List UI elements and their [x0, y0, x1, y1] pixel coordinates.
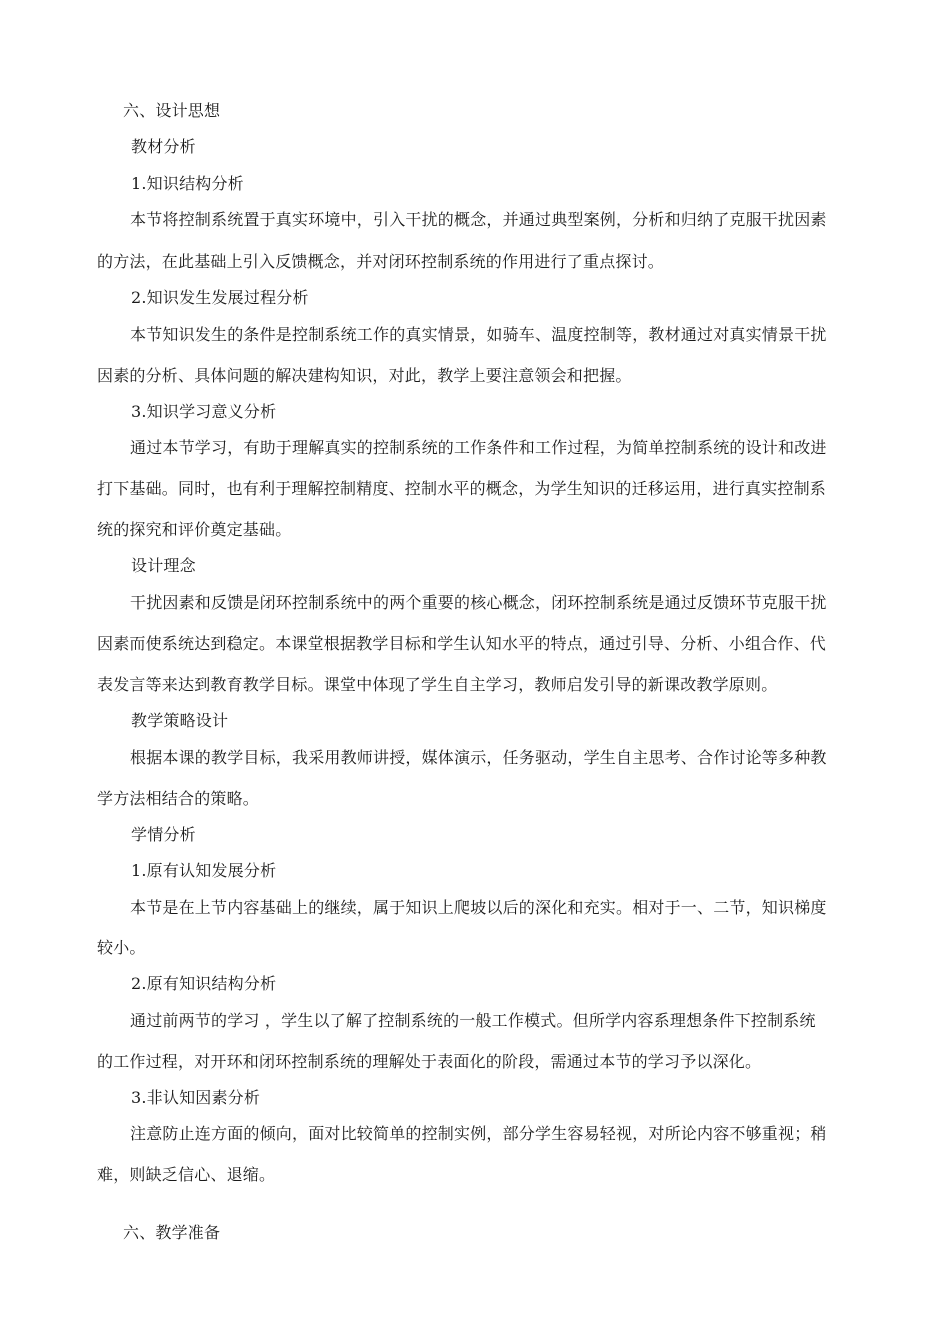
- paragraph-line: 的方法，在此基础上引入反馈概念，并对闭环控制系统的作用进行了重点探讨。: [97, 252, 665, 271]
- subheading-teaching-strategy: 教学策略设计: [131, 711, 229, 730]
- paragraph-line: 注意防止连方面的倾向，面对比较简单的控制实例，部分学生容易轻视，对所论内容不够重视；稍: [130, 1124, 827, 1143]
- paragraph-line: 学方法相结合的策略。: [97, 789, 260, 808]
- paragraph-line: 本节将控制系统置于真实环境中，引入干扰的概念，并通过典型案例，分析和归纳了克服干扰因素: [130, 210, 827, 229]
- paragraph-line: 因素的分析、具体问题的解决建构知识，对此，教学上要注意领会和把握。: [97, 366, 632, 385]
- section-heading-design: 六、设计思想: [123, 101, 221, 120]
- subheading-learner-analysis: 学情分析: [131, 825, 196, 844]
- paragraph-line: 难，则缺乏信心、退缩。: [97, 1165, 276, 1184]
- subheading-design-concept: 设计理念: [131, 556, 196, 575]
- paragraph-line: 打下基础。同时，也有利于理解控制精度、控制水平的概念，为学生知识的迁移运用，进行真实控制系: [97, 479, 827, 498]
- heading-knowledge-development: 2.知识发生发展过程分析: [131, 288, 309, 307]
- heading-cognitive-development: 1.原有认知发展分析: [131, 861, 277, 880]
- paragraph-line: 通过前两节的学习 ，学生以了解了控制系统的一般工作模式。但所学内容系理想条件下控制系统: [130, 1011, 816, 1030]
- heading-non-cognitive: 3.非认知因素分析: [131, 1088, 261, 1107]
- paragraph-line: 通过本节学习，有助于理解真实的控制系统的工作条件和工作过程，为简单控制系统的设计和改进: [130, 438, 827, 457]
- paragraph-line: 根据本课的教学目标，我采用教师讲授，媒体演示，任务驱动，学生自主思考、合作讨论等多种教: [130, 748, 827, 767]
- section-heading-preparation: 六、教学准备: [123, 1223, 221, 1242]
- heading-prior-knowledge: 2.原有知识结构分析: [131, 974, 277, 993]
- paragraph-line: 的工作过程，对开环和闭环控制系统的理解处于表面化的阶段，需通过本节的学习予以深化。: [97, 1052, 762, 1071]
- paragraph-line: 本节知识发生的条件是控制系统工作的真实情景，如骑车、温度控制等，教材通过对真实情景干扰: [130, 325, 827, 344]
- paragraph-line: 表发言等来达到教育教学目标。课堂中体现了学生自主学习，教师启发引导的新课改教学原则。: [97, 675, 778, 694]
- heading-knowledge-structure: 1.知识结构分析: [131, 174, 244, 193]
- paragraph-line: 因素而使系统达到稳定。本课堂根据教学目标和学生认知水平的特点，通过引导、分析、小组合作、代: [97, 634, 827, 653]
- paragraph-line: 统的探究和评价奠定基础。: [97, 520, 292, 539]
- subheading-textbook: 教材分析: [131, 137, 196, 156]
- paragraph-line: 干扰因素和反馈是闭环控制系统中的两个重要的核心概念，闭环控制系统是通过反馈环节克服干扰: [130, 593, 827, 612]
- paragraph-line: 本节是在上节内容基础上的继续，属于知识上爬坡以后的深化和充实。相对于一、二节，知识梯度: [130, 898, 827, 917]
- paragraph-line: 较小。: [97, 938, 146, 957]
- heading-knowledge-meaning: 3.知识学习意义分析: [131, 402, 277, 421]
